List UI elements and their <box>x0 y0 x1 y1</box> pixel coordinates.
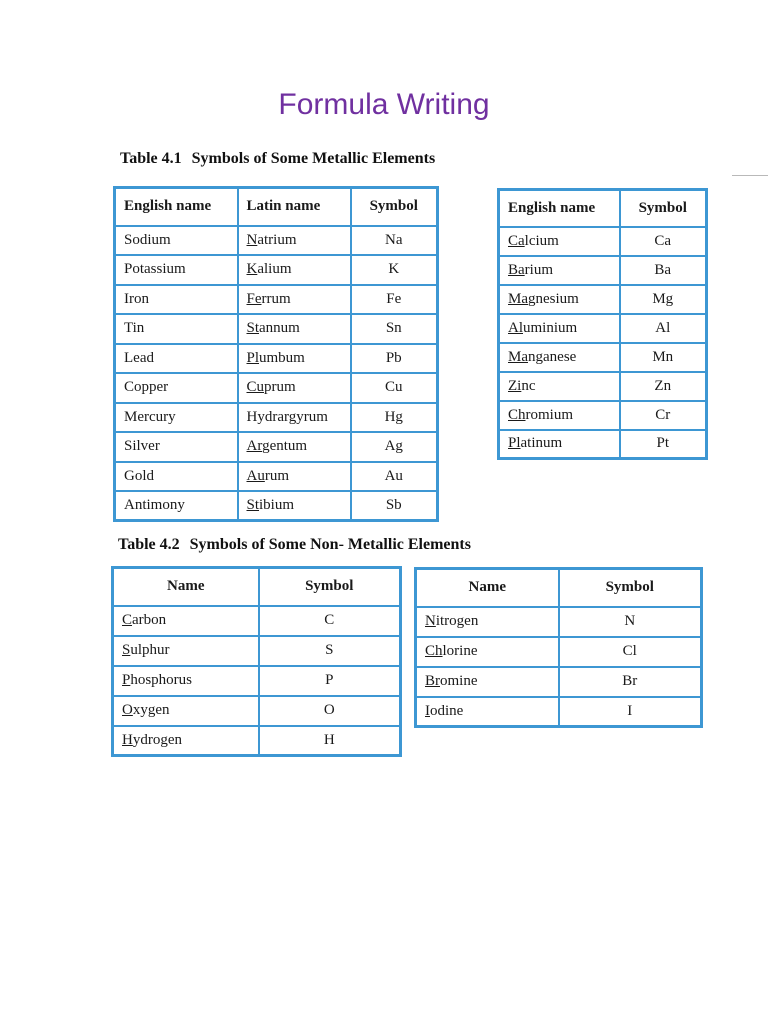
english-name-cell: Iron <box>115 285 238 315</box>
table-4-2-caption <box>118 536 471 554</box>
table-row <box>113 636 401 666</box>
underlined-letters: Ma <box>508 348 528 365</box>
symbol-cell: Cu <box>351 373 438 403</box>
english-name-cell: Antimony <box>115 491 238 521</box>
element-name-cell: Oxygen <box>113 696 259 726</box>
column-header-symbol: Symbol <box>559 569 702 607</box>
table-row <box>115 462 438 492</box>
symbol-cell: Pb <box>351 344 438 374</box>
english-name-cell: Manganese <box>499 343 620 372</box>
underlined-letters: Ar <box>246 438 263 455</box>
table-4-1-number: Table 4.1 <box>120 150 182 167</box>
underlined-letters: C <box>122 612 133 628</box>
symbol-cell: S <box>259 636 401 666</box>
table-row <box>115 314 438 344</box>
metallic-symbol-table <box>497 188 708 460</box>
table-row <box>115 226 438 256</box>
english-name-cell: Aluminium <box>499 314 620 343</box>
element-name-cell: Hydrogen <box>113 726 259 756</box>
table-row <box>113 726 401 756</box>
table-row <box>115 432 438 462</box>
underlined-letters: Al <box>508 319 523 336</box>
table-row <box>416 697 702 727</box>
symbol-cell: O <box>259 696 401 726</box>
underlined-letters: Ch <box>425 643 443 659</box>
underlined-letters: Pl <box>508 435 521 452</box>
table-header-row <box>416 569 702 607</box>
english-name-cell: Silver <box>115 432 238 462</box>
element-name-cell: Carbon <box>113 606 259 636</box>
element-name-cell: Bromine <box>416 667 559 697</box>
symbol-cell: Sn <box>351 314 438 344</box>
table-row <box>115 255 438 285</box>
english-name-cell: Chromium <box>499 401 620 430</box>
underlined-letters: H <box>122 731 133 748</box>
element-name-cell: Nitrogen <box>416 607 559 637</box>
column-header-latin-name: Latin name <box>238 188 351 226</box>
underlined-letters: I <box>425 702 430 719</box>
english-name-cell: Sodium <box>115 226 238 256</box>
underlined-letters: Fe <box>246 290 262 307</box>
latin-name-cell: Ferrum <box>238 285 351 315</box>
symbol-cell: N <box>559 607 702 637</box>
symbol-cell: K <box>351 255 438 285</box>
latin-name-cell: Argentum <box>238 432 351 462</box>
underlined-letters: Cu <box>246 379 265 396</box>
underlined-letters: Ch <box>508 406 526 423</box>
symbol-cell: Ag <box>351 432 438 462</box>
english-name-cell: Calcium <box>499 227 620 256</box>
table-row <box>499 285 707 314</box>
table-row <box>115 491 438 521</box>
latin-name-cell: Natrium <box>238 226 351 256</box>
symbol-cell: Sb <box>351 491 438 521</box>
underlined-letters: N <box>246 231 258 248</box>
column-header-symbol: Symbol <box>259 568 401 606</box>
symbol-cell: Fe <box>351 285 438 315</box>
table-row <box>499 343 707 372</box>
column-header-symbol: Symbol <box>620 190 707 227</box>
table-row <box>499 227 707 256</box>
table-header-row <box>113 568 401 606</box>
symbol-cell: Cr <box>620 401 707 430</box>
underlined-letters: K <box>246 261 258 278</box>
underlined-letters: Ba <box>508 261 525 278</box>
underlined-letters: S <box>122 642 131 658</box>
symbol-cell: Pt <box>620 430 707 459</box>
symbol-cell: Al <box>620 314 707 343</box>
table-4-1-title: Symbols of Some Metallic Elements <box>191 150 436 167</box>
underlined-letters: Ca <box>508 232 525 249</box>
column-header-symbol: Symbol <box>351 188 438 226</box>
symbol-cell: Hg <box>351 403 438 433</box>
symbol-cell: I <box>559 697 702 727</box>
english-name-cell: Gold <box>115 462 238 492</box>
english-name-cell: Potassium <box>115 255 238 285</box>
latin-name-cell: Cuprum <box>238 373 351 403</box>
table-header-row <box>115 188 438 226</box>
page-title: Formula Writing <box>278 88 490 121</box>
latin-name-cell: Stannum <box>238 314 351 344</box>
element-name-cell: Sulphur <box>113 636 259 666</box>
english-name-cell: Lead <box>115 344 238 374</box>
underlined-letters: St <box>246 497 260 513</box>
table-row <box>499 430 707 459</box>
table-header-row <box>499 190 707 227</box>
underlined-letters: Pl <box>246 349 260 366</box>
column-header-name: Name <box>416 569 559 607</box>
symbol-cell: Cl <box>559 637 702 667</box>
table-row <box>113 666 401 696</box>
symbol-cell: Mg <box>620 285 707 314</box>
table-row <box>499 372 707 401</box>
table-4-2-title: Symbols of Some Non- Metallic Elements <box>189 536 471 553</box>
symbol-cell: Ba <box>620 256 707 285</box>
symbol-cell: H <box>259 726 401 756</box>
english-name-cell: Mercury <box>115 403 238 433</box>
symbol-cell: Au <box>351 462 438 492</box>
table-row <box>113 606 401 636</box>
table-4-2-number: Table 4.2 <box>118 536 180 553</box>
english-name-cell: Tin <box>115 314 238 344</box>
table-row <box>113 696 401 726</box>
latin-name-cell: Hydrargyrum <box>238 403 351 433</box>
english-name-cell: Barium <box>499 256 620 285</box>
table-row <box>115 403 438 433</box>
table-4-1-caption <box>120 150 435 168</box>
underlined-letters: Ma <box>508 290 528 307</box>
english-name-cell: Copper <box>115 373 238 403</box>
metallic-latin-table <box>113 186 439 522</box>
underlined-letters: O <box>122 702 133 718</box>
english-name-cell: Platinum <box>499 430 620 459</box>
english-name-cell: Magnesium <box>499 285 620 314</box>
table-row <box>115 373 438 403</box>
element-name-cell: Iodine <box>416 697 559 727</box>
latin-name-cell: Aurum <box>238 462 351 492</box>
table-row <box>115 344 438 374</box>
symbol-cell: Zn <box>620 372 707 401</box>
underlined-letters: P <box>122 672 131 688</box>
column-header-english-name: English name <box>115 188 238 226</box>
table-row <box>416 667 702 697</box>
underlined-letters: Au <box>246 467 265 484</box>
table-row <box>115 285 438 315</box>
scan-edge-line <box>732 175 768 176</box>
english-name-cell: Zinc <box>499 372 620 401</box>
non-metallic-table-right <box>414 567 703 728</box>
symbol-cell: C <box>259 606 401 636</box>
element-name-cell: Phosphorus <box>113 666 259 696</box>
table-row <box>416 637 702 667</box>
non-metallic-table-left <box>111 566 402 757</box>
column-header-english-name: English name <box>499 190 620 227</box>
symbol-cell: Br <box>559 667 702 697</box>
underlined-letters: N <box>425 613 436 629</box>
latin-name-cell: Stibium <box>238 491 351 521</box>
latin-name-cell: Kalium <box>238 255 351 285</box>
latin-name-cell: Plumbum <box>238 344 351 374</box>
table-row <box>499 256 707 285</box>
symbol-cell: Na <box>351 226 438 256</box>
symbol-cell: Mn <box>620 343 707 372</box>
underlined-letters: Br <box>425 673 440 689</box>
table-row <box>499 401 707 430</box>
column-header-name: Name <box>113 568 259 606</box>
symbol-cell: Ca <box>620 227 707 256</box>
element-name-cell: Chlorine <box>416 637 559 667</box>
underlined-letters: Zi <box>508 377 522 394</box>
underlined-letters: St <box>246 320 260 337</box>
table-row <box>416 607 702 637</box>
symbol-cell: P <box>259 666 401 696</box>
table-row <box>499 314 707 343</box>
